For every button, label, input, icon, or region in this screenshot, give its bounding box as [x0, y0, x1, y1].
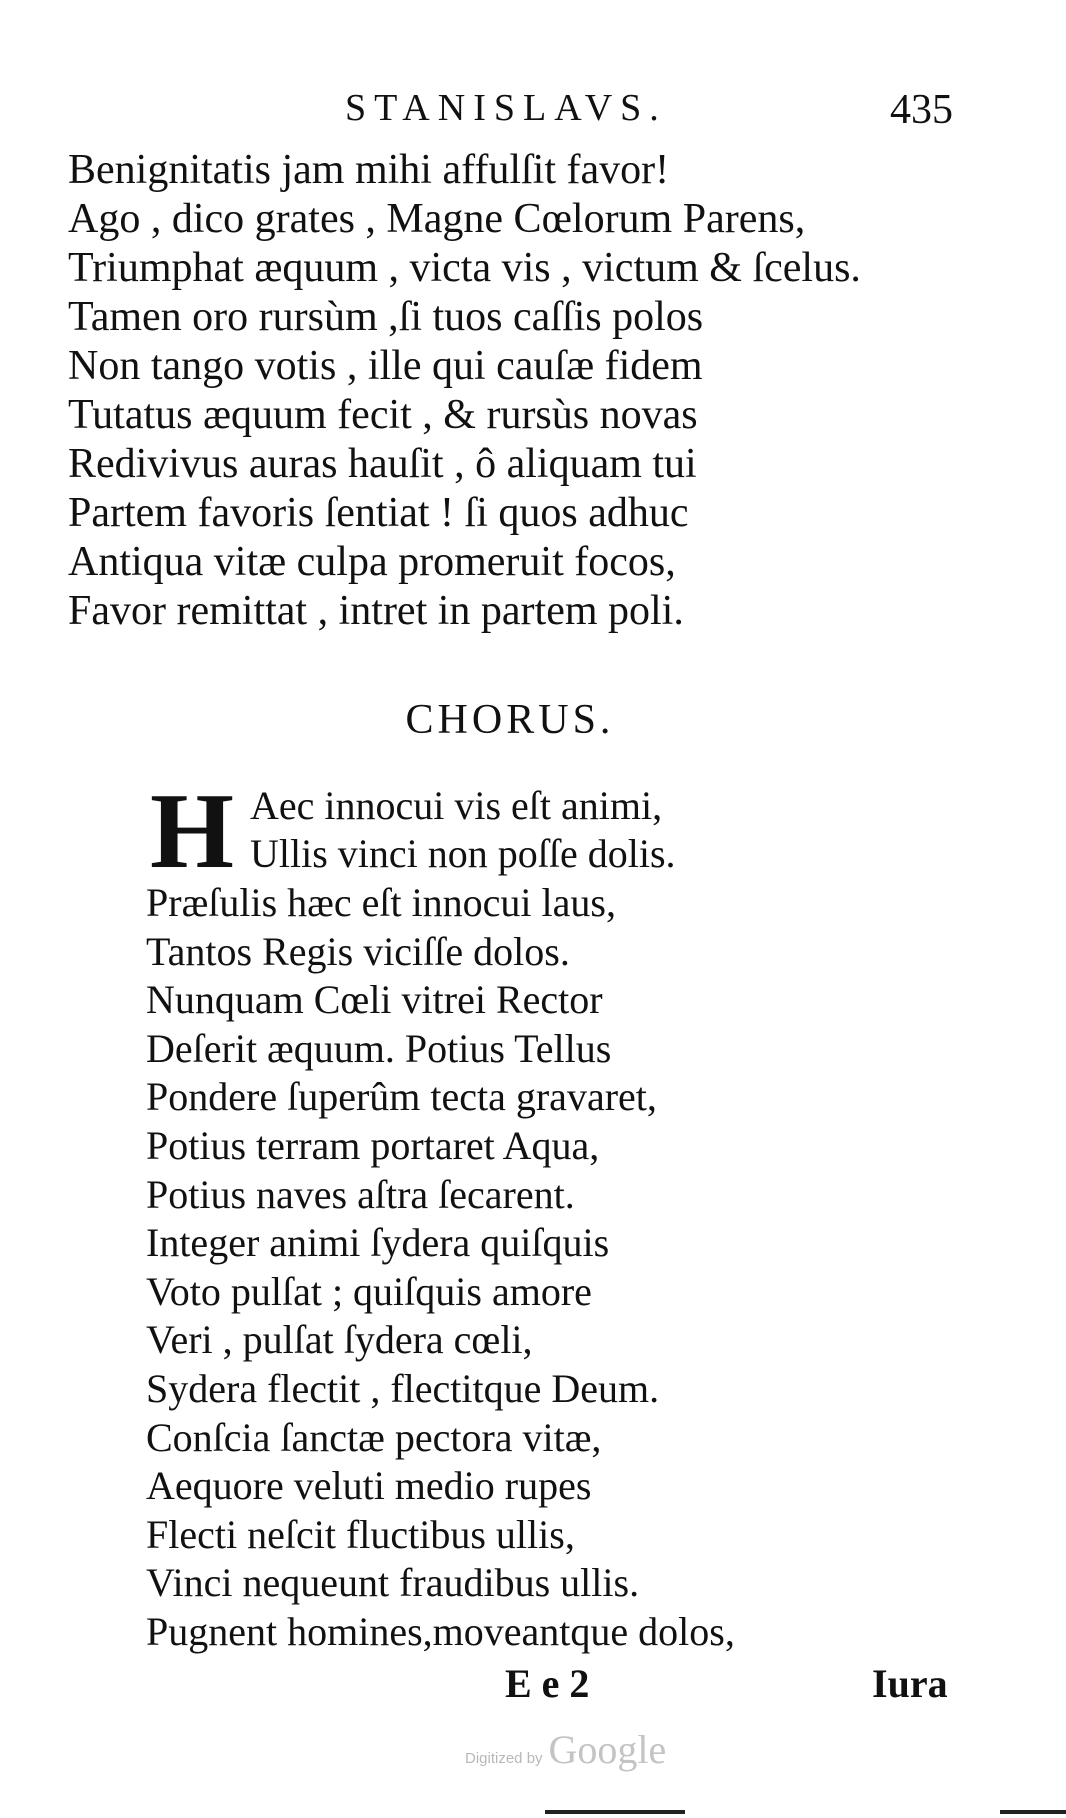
chorus-line: Flecti neſcit fluctibus ullis, [146, 1511, 575, 1557]
verse-line: Partem favoris ſentiat ! ſi quos adhuc [68, 490, 689, 536]
digitized-watermark [465, 1726, 666, 1773]
verse-block [68, 146, 861, 636]
bottom-edge-rule [1000, 1810, 1066, 1814]
chorus-line: Ullis vinci non poſſe dolis. [250, 831, 676, 876]
verse-line: Non tango votis , ille qui cauſæ fidem [68, 343, 703, 389]
chorus-line: Veri , pulſat ſydera cœli, [146, 1317, 533, 1363]
chorus-line: Aequore veluti medio rupes [146, 1463, 592, 1509]
chorus-line: Deſerit æquum. Potius Tellus [146, 1025, 612, 1071]
watermark-prefix: Digitized by [465, 1750, 543, 1767]
drop-cap: H [150, 772, 235, 891]
verse-line: Redivivus auras hauſit , ô aliquam tui [68, 441, 697, 487]
chorus-line: Potius naves aſtra ſecarent. [146, 1171, 575, 1217]
bottom-edge-rule [545, 1810, 685, 1814]
chorus-line: Tantos Regis viciſſe dolos. [146, 928, 570, 974]
page-number: 435 [890, 87, 953, 133]
chorus-line: Pugnent homines,moveantque dolos, [146, 1608, 735, 1654]
chorus-line: Pondere ſuperûm tecta gravaret, [146, 1074, 657, 1120]
running-title: STANISLAVS. [345, 87, 667, 129]
chorus-line: Aec innocui vis eſt animi, [250, 783, 663, 828]
chorus-line: Voto pulſat ; quiſquis amore [146, 1268, 592, 1314]
signature-mark: E e 2 [505, 1661, 590, 1706]
chorus-line: Nunquam Cœli vitrei Rector [146, 977, 603, 1023]
google-logo: Google [548, 1727, 667, 1772]
verse-line: Benignitatis jam mihi affulſit favor! [68, 147, 670, 193]
verse-line: Antiqua vitæ culpa promeruit focos, [68, 539, 676, 585]
chorus-line: Sydera flectit , flectitque Deum. [146, 1365, 660, 1411]
chorus-line: Vinci nequeunt fraudibus ullis. [146, 1560, 640, 1606]
catchword: Iura [872, 1661, 948, 1706]
chorus-line: Conſcia ſanctæ pectora vitæ, [146, 1414, 602, 1460]
chorus-line: Potius terram portaret Aqua, [146, 1122, 600, 1168]
chorus-opening [146, 772, 735, 891]
verse-line: Triumphat æquum , victa vis , victum & ſcelus. [68, 245, 861, 291]
chorus-block [146, 772, 735, 1657]
verse-line: Tutatus æquum fecit , & rursùs novas [68, 392, 698, 438]
verse-line: Ago , dico grates , Magne Cœlorum Parens, [68, 196, 806, 242]
chorus-line: Præſulis hæc eſt innocui laus, [146, 880, 616, 925]
verse-line: Tamen oro rursùm ,ſi tuos caſſis polos [68, 294, 704, 340]
chorus-line: Integer animi ſydera quiſquis [146, 1220, 610, 1266]
verse-line: Favor remittat , intret in partem poli. [68, 588, 684, 634]
chorus-heading: CHORUS. [405, 697, 615, 743]
